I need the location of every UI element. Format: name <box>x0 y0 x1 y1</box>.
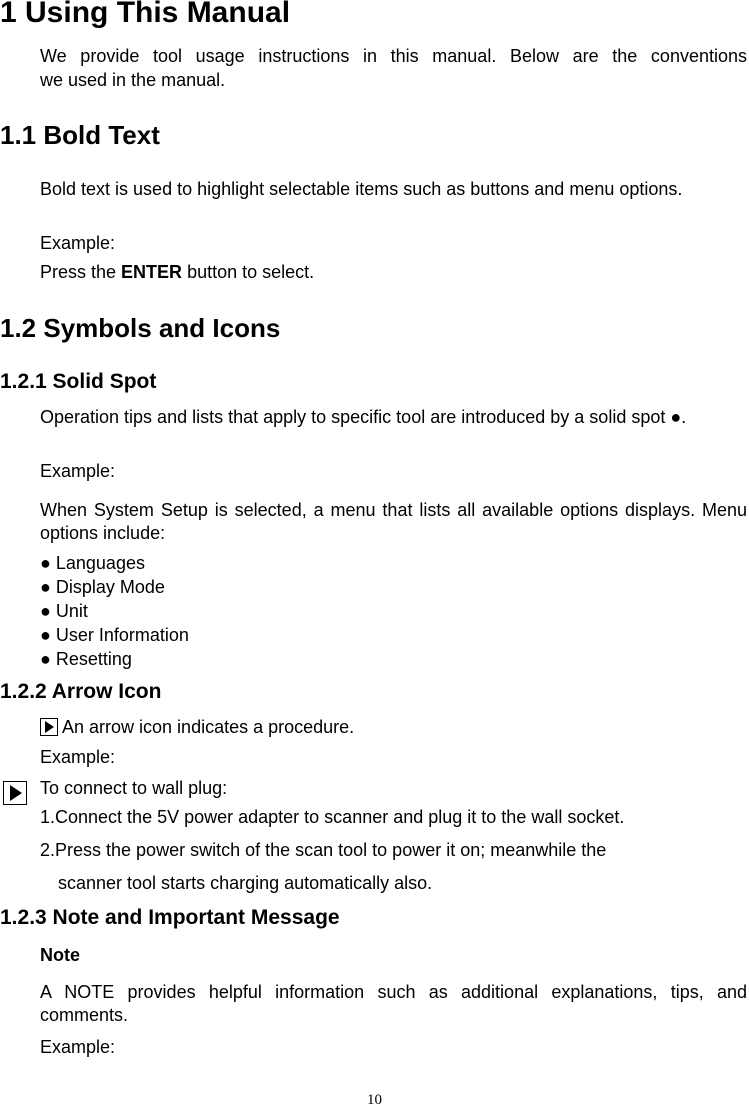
note-label: Note <box>40 945 80 965</box>
list-item: ● Display Mode <box>40 577 165 597</box>
arrow-icon-example-label: Example: <box>40 747 116 767</box>
procedure-title: To connect to wall plug: <box>40 778 228 798</box>
procedure-step-2: 2.Press the power switch of the scan tool to power it on; meanwhile the <box>40 840 607 860</box>
press-prefix: Press the <box>40 262 122 282</box>
bold-text-example <box>40 261 314 284</box>
list-item: ● Unit <box>40 601 88 621</box>
solid-spot-description: Operation tips and lists that apply to specific tool are introduced by a solid spot ●. <box>40 407 687 427</box>
procedure-step-1: 1.Connect the 5V power adapter to scanner and plug it to the wall socket. <box>40 807 625 827</box>
list-item: ● Languages <box>40 553 145 573</box>
section-arrow-icon-title: 1.2.2 Arrow Icon <box>0 680 162 703</box>
press-suffix: button to select. <box>182 262 315 282</box>
bold-text-example-label: Example: <box>40 233 116 253</box>
solid-spot-example-text: When System Setup is selected, a menu that lists all available options displays. Menu options include: <box>40 500 747 543</box>
section-note-title: 1.2.3 Note and Important Message <box>0 906 340 929</box>
section-bold-text-title: 1.1 Bold Text <box>0 120 160 150</box>
procedure-arrow-icon <box>3 781 27 805</box>
enter-word: ENTER <box>121 262 183 282</box>
chapter-title: 1 Using This Manual <box>0 0 291 29</box>
page-number: 10 <box>367 1092 382 1108</box>
chapter-intro-end: we used in the manual. <box>40 70 226 90</box>
section-solid-spot-title: 1.2.1 Solid Spot <box>0 370 157 393</box>
list-item: ● Resetting <box>40 649 132 669</box>
arrow-icon-description-line <box>40 716 354 739</box>
chapter-intro-line: We provide tool usage instructions in this manual. Below are the conventions <box>40 46 747 66</box>
list-item: ● User Information <box>40 625 189 645</box>
solid-spot-example-label: Example: <box>40 461 116 481</box>
bold-text-description: Bold text is used to highlight selectable items such as buttons and menu options. <box>40 179 683 199</box>
arrow-icon-description: An arrow icon indicates a procedure. <box>58 717 355 737</box>
section-symbols-title: 1.2 Symbols and Icons <box>0 313 281 343</box>
note-text: A NOTE provides helpful information such as additional explanations, tips, and comments. <box>40 982 747 1025</box>
procedure-step-2-continued: scanner tool starts charging automatically also. <box>58 873 433 893</box>
arrow-right-icon <box>40 718 58 736</box>
note-example-label: Example: <box>40 1037 116 1057</box>
menu-options-list <box>40 552 189 672</box>
